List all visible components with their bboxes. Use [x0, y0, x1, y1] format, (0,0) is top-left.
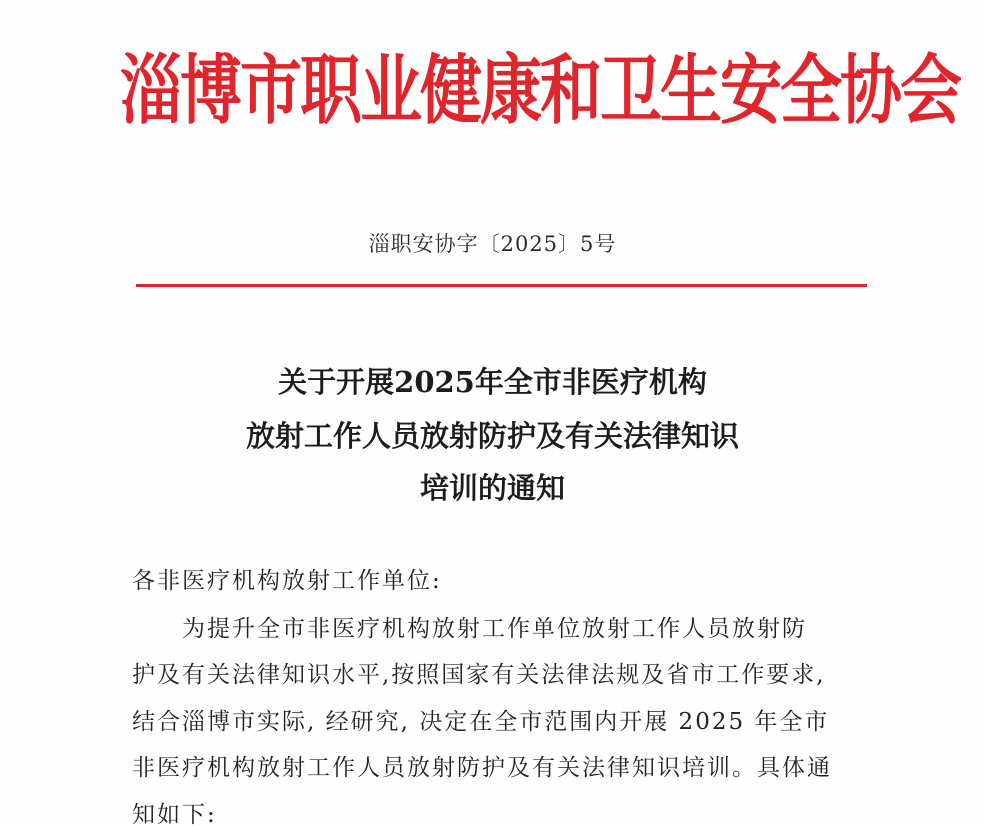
- body-line-2: 护及有关法律知识水平,按照国家有关法律法规及省市工作要求,: [132, 662, 826, 688]
- document-title-line-3: 培训的通知: [419, 471, 565, 505]
- body-line-4: 非医疗机构放射工作人员放射防护及有关法律知识培训。具体通: [132, 755, 832, 781]
- document-title-line-2: 放射工作人员放射防护及有关法律知识: [245, 419, 739, 453]
- red-divider-line: [136, 284, 867, 287]
- salutation: 各非医疗机构放射工作单位:: [132, 568, 442, 594]
- body-line-5: 知如下:: [132, 802, 217, 826]
- body-line-1: 为提升全市非医疗机构放射工作单位放射工作人员放射防: [182, 616, 807, 642]
- document-number: 淄职安协字〔2025〕5号: [368, 232, 617, 256]
- body-line-3: 结合淄博市实际, 经研究, 决定在全市范围内开展 2025 年全市: [132, 709, 830, 735]
- organization-header: 淄博市职业健康和卫生安全协会: [120, 45, 961, 135]
- document-title-line-1: 关于开展2025年全市非医疗机构: [278, 365, 707, 399]
